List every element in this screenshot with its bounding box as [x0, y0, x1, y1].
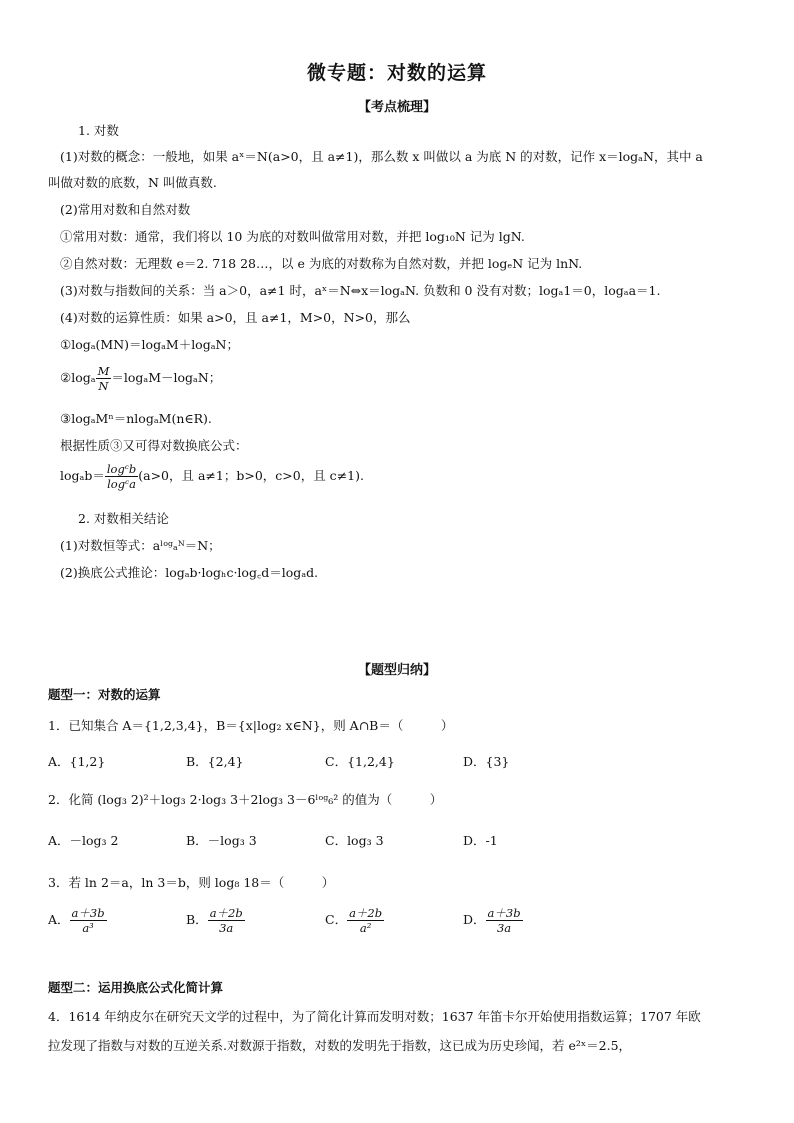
formula-prefix: logₐb＝: [60, 468, 105, 483]
q2-option-d: D．-1: [463, 833, 498, 848]
option-fraction: [347, 906, 384, 935]
type-one-heading: 题型一：对数的运算: [48, 687, 161, 702]
question-2: 2．化简 (log₃ 2)²＋log₃ 2·log₃ 3＋2log₃ 3－6ˡᵒᵍ₆² 的值为（ ）: [48, 792, 443, 807]
option-label: C．: [325, 912, 348, 927]
q1-option-a: A．{1,2}: [48, 754, 106, 769]
fraction-denominator: logᶜa: [107, 477, 136, 491]
section-heading-types: 【题型归纳】: [357, 663, 436, 678]
rule-product: ①logₐ(MN)＝logₐM＋logₐN；: [60, 337, 239, 352]
q1-option-b: B．{2,4}: [186, 754, 244, 769]
option-fraction: [208, 906, 245, 935]
identity-line: (1)对数恒等式：aˡᵒᵍₐᴺ＝N；: [60, 538, 221, 553]
definition-line-2: 叫做对数的底数，N 叫做真数.: [48, 175, 217, 190]
fraction-numerator: logᶜb: [106, 462, 137, 476]
corollary-line: (2)换底公式推论：logₐb·logₕc·log꜀d＝logₐd.: [60, 565, 319, 580]
q3-option-c: [325, 906, 384, 935]
q2-option-b: B．－log₃ 3: [186, 833, 257, 848]
question-1: 1．已知集合 A＝{1,2,3,4}，B＝{x|log₂ x∈N}，则 A∩B＝（ ）: [48, 718, 454, 733]
question-3: 3．若 ln 2＝a，ln 3＝b，则 log₈ 18＝（ ）: [48, 875, 335, 890]
rule-quotient-suffix: ＝logₐM－logₐN；: [111, 370, 222, 385]
question-4-line-2: 拉发现了指数与对数的互逆关系.对数源于指数，对数的发明先于指数，这已成为历史珍闻，若 e²ˣ＝2.5，: [48, 1038, 632, 1053]
fraction-numerator: a＋3b: [487, 906, 521, 920]
heading-logarithm: 1. 对数: [78, 123, 119, 138]
page-title: 微专题：对数的运算: [306, 62, 487, 84]
q1-option-c: C．{1,2,4}: [325, 754, 395, 769]
change-of-base-note: 根据性质③又可得对数换底公式：: [60, 438, 248, 453]
type-two-heading: 题型二：运用换底公式化简计算: [48, 980, 224, 995]
fraction-numerator: M: [97, 364, 110, 378]
rule-quotient: [60, 364, 221, 393]
fraction-numerator: a＋2b: [349, 906, 383, 920]
q2-option-a: A．－log₃ 2: [48, 833, 119, 848]
formula-fraction: [105, 462, 138, 491]
common-log-line: ①常用对数：通常，我们将以 10 为底的对数叫做常用对数，并把 log₁₀N 记为 lgN.: [60, 229, 525, 244]
log-properties-line: (4)对数的运算性质：如果 a>0，且 a≠1，M>0，N>0，那么: [60, 310, 411, 325]
rule-quotient-fraction: [96, 364, 112, 393]
rule-power: ③logₐMⁿ＝nlogₐM(n∈R).: [60, 411, 212, 426]
definition-line-1: (1)对数的概念：一般地，如果 aˣ＝N(a>0，且 a≠1)，那么数 x 叫做以 a 为底 N 的对数，记作 x＝logₐN，其中 a: [60, 149, 703, 164]
option-label: B．: [186, 912, 208, 927]
fraction-numerator: a＋3b: [71, 906, 105, 920]
formula-suffix: (a>0，且 a≠1；b>0，c>0，且 c≠1).: [138, 468, 364, 483]
change-of-base-formula: [60, 462, 364, 491]
q3-option-b: [186, 906, 245, 935]
q3-option-d: [463, 906, 523, 935]
q3-option-a: [48, 906, 107, 935]
fraction-denominator: a²: [359, 921, 372, 935]
option-label: D．: [463, 912, 486, 927]
option-label: A．: [48, 912, 70, 927]
fraction-denominator: 3a: [496, 921, 512, 935]
option-fraction: [70, 906, 107, 935]
q2-option-c: C．log₃ 3: [325, 833, 384, 848]
option-fraction: [486, 906, 523, 935]
rule-quotient-prefix: ②logₐ: [60, 370, 96, 385]
natural-log-line: ②自然对数：无理数 e＝2. 718 28…，以 e 为底的对数称为自然对数，并把 logₑN 记为 lnN.: [60, 256, 583, 271]
fraction-denominator: 3a: [219, 921, 234, 935]
question-4-line-1: 4．1614 年纳皮尔在研究天文学的过程中，为了简化计算而发明对数；1637 年笛卡尔开始使用指数运算；1707 年欧: [48, 1009, 701, 1024]
fraction-denominator: a³: [82, 921, 94, 935]
section-heading-review: 【考点梳理】: [357, 100, 436, 115]
q1-option-d: D．{3}: [463, 754, 510, 769]
fraction-denominator: N: [98, 379, 109, 393]
fraction-numerator: a＋2b: [209, 906, 243, 920]
common-natural-heading: (2)常用对数和自然对数: [60, 202, 191, 217]
log-exp-relation-line: (3)对数与指数间的关系：当 a＞0，a≠1 时，aˣ＝N⇔x＝logₐN. 负数和 0 没有对数；logₐ1＝0，logₐa＝1.: [60, 283, 661, 298]
heading-conclusions: 2. 对数相关结论: [78, 511, 169, 526]
